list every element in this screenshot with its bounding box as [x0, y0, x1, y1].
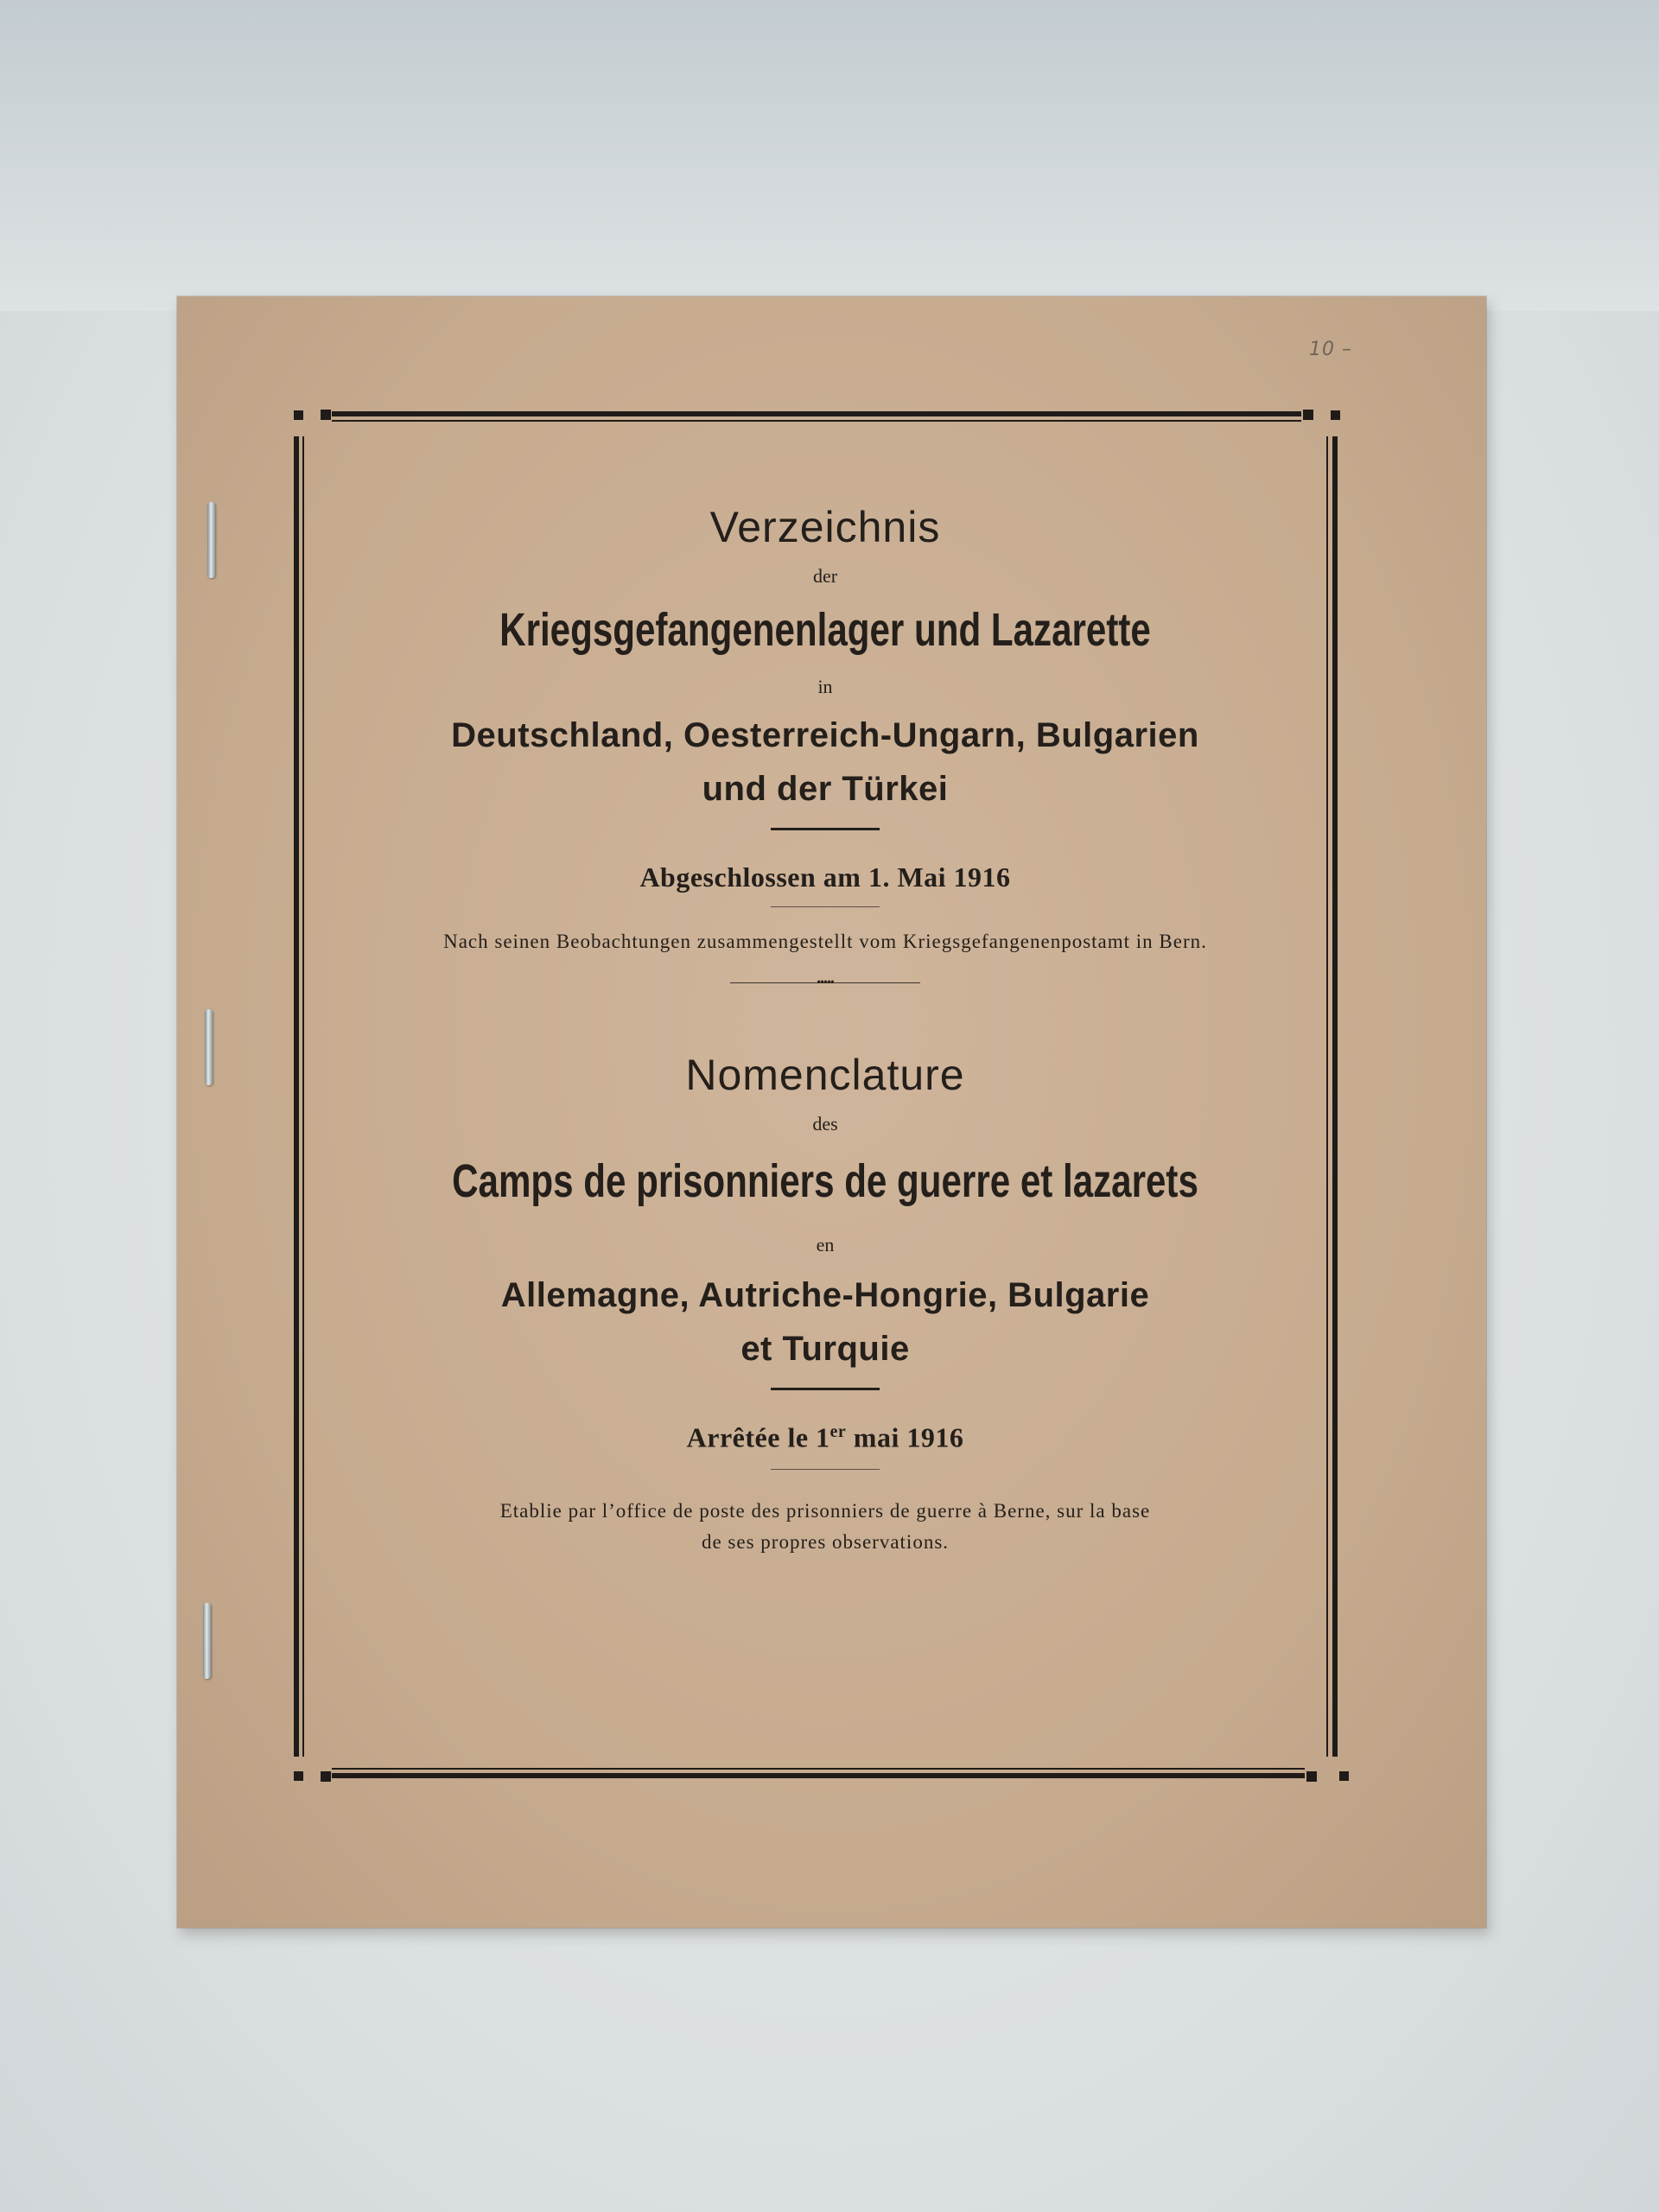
- section-ornament: •••••: [730, 978, 920, 988]
- german-heading: Verzeichnis: [709, 503, 941, 551]
- german-connector-der: der: [812, 565, 838, 587]
- german-countries-line-1: Deutschland, Oesterreich-Ungarn, Bulgarien: [451, 716, 1199, 754]
- german-connector-in: in: [817, 676, 833, 697]
- french-countries-line-1: Allemagne, Autriche-Hongrie, Bulgarie: [500, 1276, 1150, 1314]
- german-countries-line-2: und der Türkei: [702, 770, 949, 808]
- german-title: Kriegsgefangenenlager und Lazarette: [499, 604, 1151, 656]
- french-connector-en: en: [816, 1234, 835, 1255]
- german-closing-date: Abgeschlossen am 1. Mai 1916: [639, 861, 1011, 893]
- staple-top: [207, 502, 215, 578]
- german-compiled-note: Nach seinen Beobachtungen zusammengestellt vom Kriegsgefangenenpostamt in Bern.: [443, 931, 1207, 952]
- french-heading: Nomenclature: [685, 1051, 965, 1099]
- french-closing-date: Arrêtée le 1er mai 1916: [686, 1421, 964, 1453]
- french-connector-des: des: [812, 1113, 838, 1135]
- french-title: Camps de prisonniers de guerre et lazarets: [452, 1155, 1198, 1207]
- cover-text: [307, 501, 1344, 1558]
- french-compiled-note-line-2: de ses propres observations.: [701, 1530, 950, 1553]
- french-compiled-note-line-1: Etablie par l’office de poste des prisonniers de guerre à Berne, sur la base: [499, 1499, 1151, 1522]
- backdrop-top: [0, 0, 1659, 311]
- french-countries-line-2: et Turquie: [741, 1330, 910, 1368]
- pencil-note: 10 –: [1309, 339, 1352, 360]
- staple-bottom: [203, 1603, 211, 1679]
- staple-middle: [205, 1009, 213, 1085]
